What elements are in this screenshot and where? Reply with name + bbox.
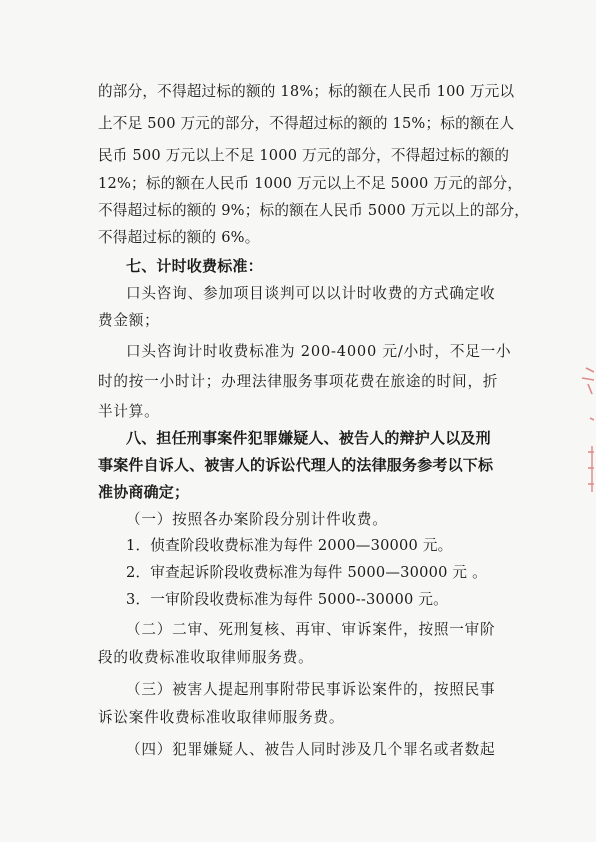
text-line: （四）犯罪嫌疑人、被告人同时涉及几个罪名或者数起 xyxy=(126,741,496,758)
text-line: 12%；标的额在人民币 1000 万元以上不足 5000 万元的部分， xyxy=(98,175,523,192)
text-line: 不得超过标的额的 9%；标的额在人民币 5000 万元以上的部分， xyxy=(98,202,530,219)
section-heading-eight-cont: 事案件自诉人、被害人的诉讼代理人的法律服务参考以下标 xyxy=(98,456,494,474)
section-heading-eight-cont: 准协商确定； xyxy=(98,483,190,501)
text-line: （一）按照各办案阶段分别计件收费。 xyxy=(126,511,388,528)
text-line: 1．侦查阶段收费标准为每件 2000—30000 元。 xyxy=(126,537,453,554)
text-line: 不得超过标的额的 6%。 xyxy=(98,229,260,246)
text-line: 半计算。 xyxy=(98,403,160,420)
text-line: 上不足 500 万元的部分，不得超过标的额的 15%；标的额在人 xyxy=(98,115,515,132)
text-line: 的部分，不得超过标的额的 18%；标的额在人民币 100 万元以 xyxy=(98,83,515,100)
text-line: 时的按一小时计；办理法律服务事项花费在旅途的时间，折 xyxy=(98,373,499,390)
text-line: 诉讼案件收费标准收取律师服务费。 xyxy=(98,709,345,726)
text-line: 段的收费标准收取律师服务费。 xyxy=(98,649,314,666)
text-line: 民币 500 万元以上不足 1000 万元的部分，不得超过标的额的 xyxy=(98,147,510,164)
text-line: 口头咨询计时收费标准为 200-4000 元/小时，不足一小 xyxy=(126,343,512,360)
section-heading-eight: 八、担任刑事案件犯罪嫌疑人、被告人的辩护人以及刑 xyxy=(126,429,491,447)
text-line: 口头咨询、参加项目谈判可以以计时收费的方式确定收 xyxy=(126,285,496,302)
text-line: 2．审查起诉阶段收费标准为每件 5000—30000 元 。 xyxy=(126,564,487,581)
text-line: 费金额； xyxy=(98,312,160,329)
text-line: 3．一审阶段收费标准为每件 5000--30000 元。 xyxy=(126,591,448,608)
section-heading-seven: 七、计时收费标准： xyxy=(126,257,263,275)
text-line: （三）被害人提起刑事附带民事诉讼案件的，按照民事 xyxy=(126,681,496,698)
red-seal-fragment-icon xyxy=(572,360,596,510)
text-line: （二）二审、死刑复核、再审、审诉案件，按照一审阶 xyxy=(126,621,496,638)
